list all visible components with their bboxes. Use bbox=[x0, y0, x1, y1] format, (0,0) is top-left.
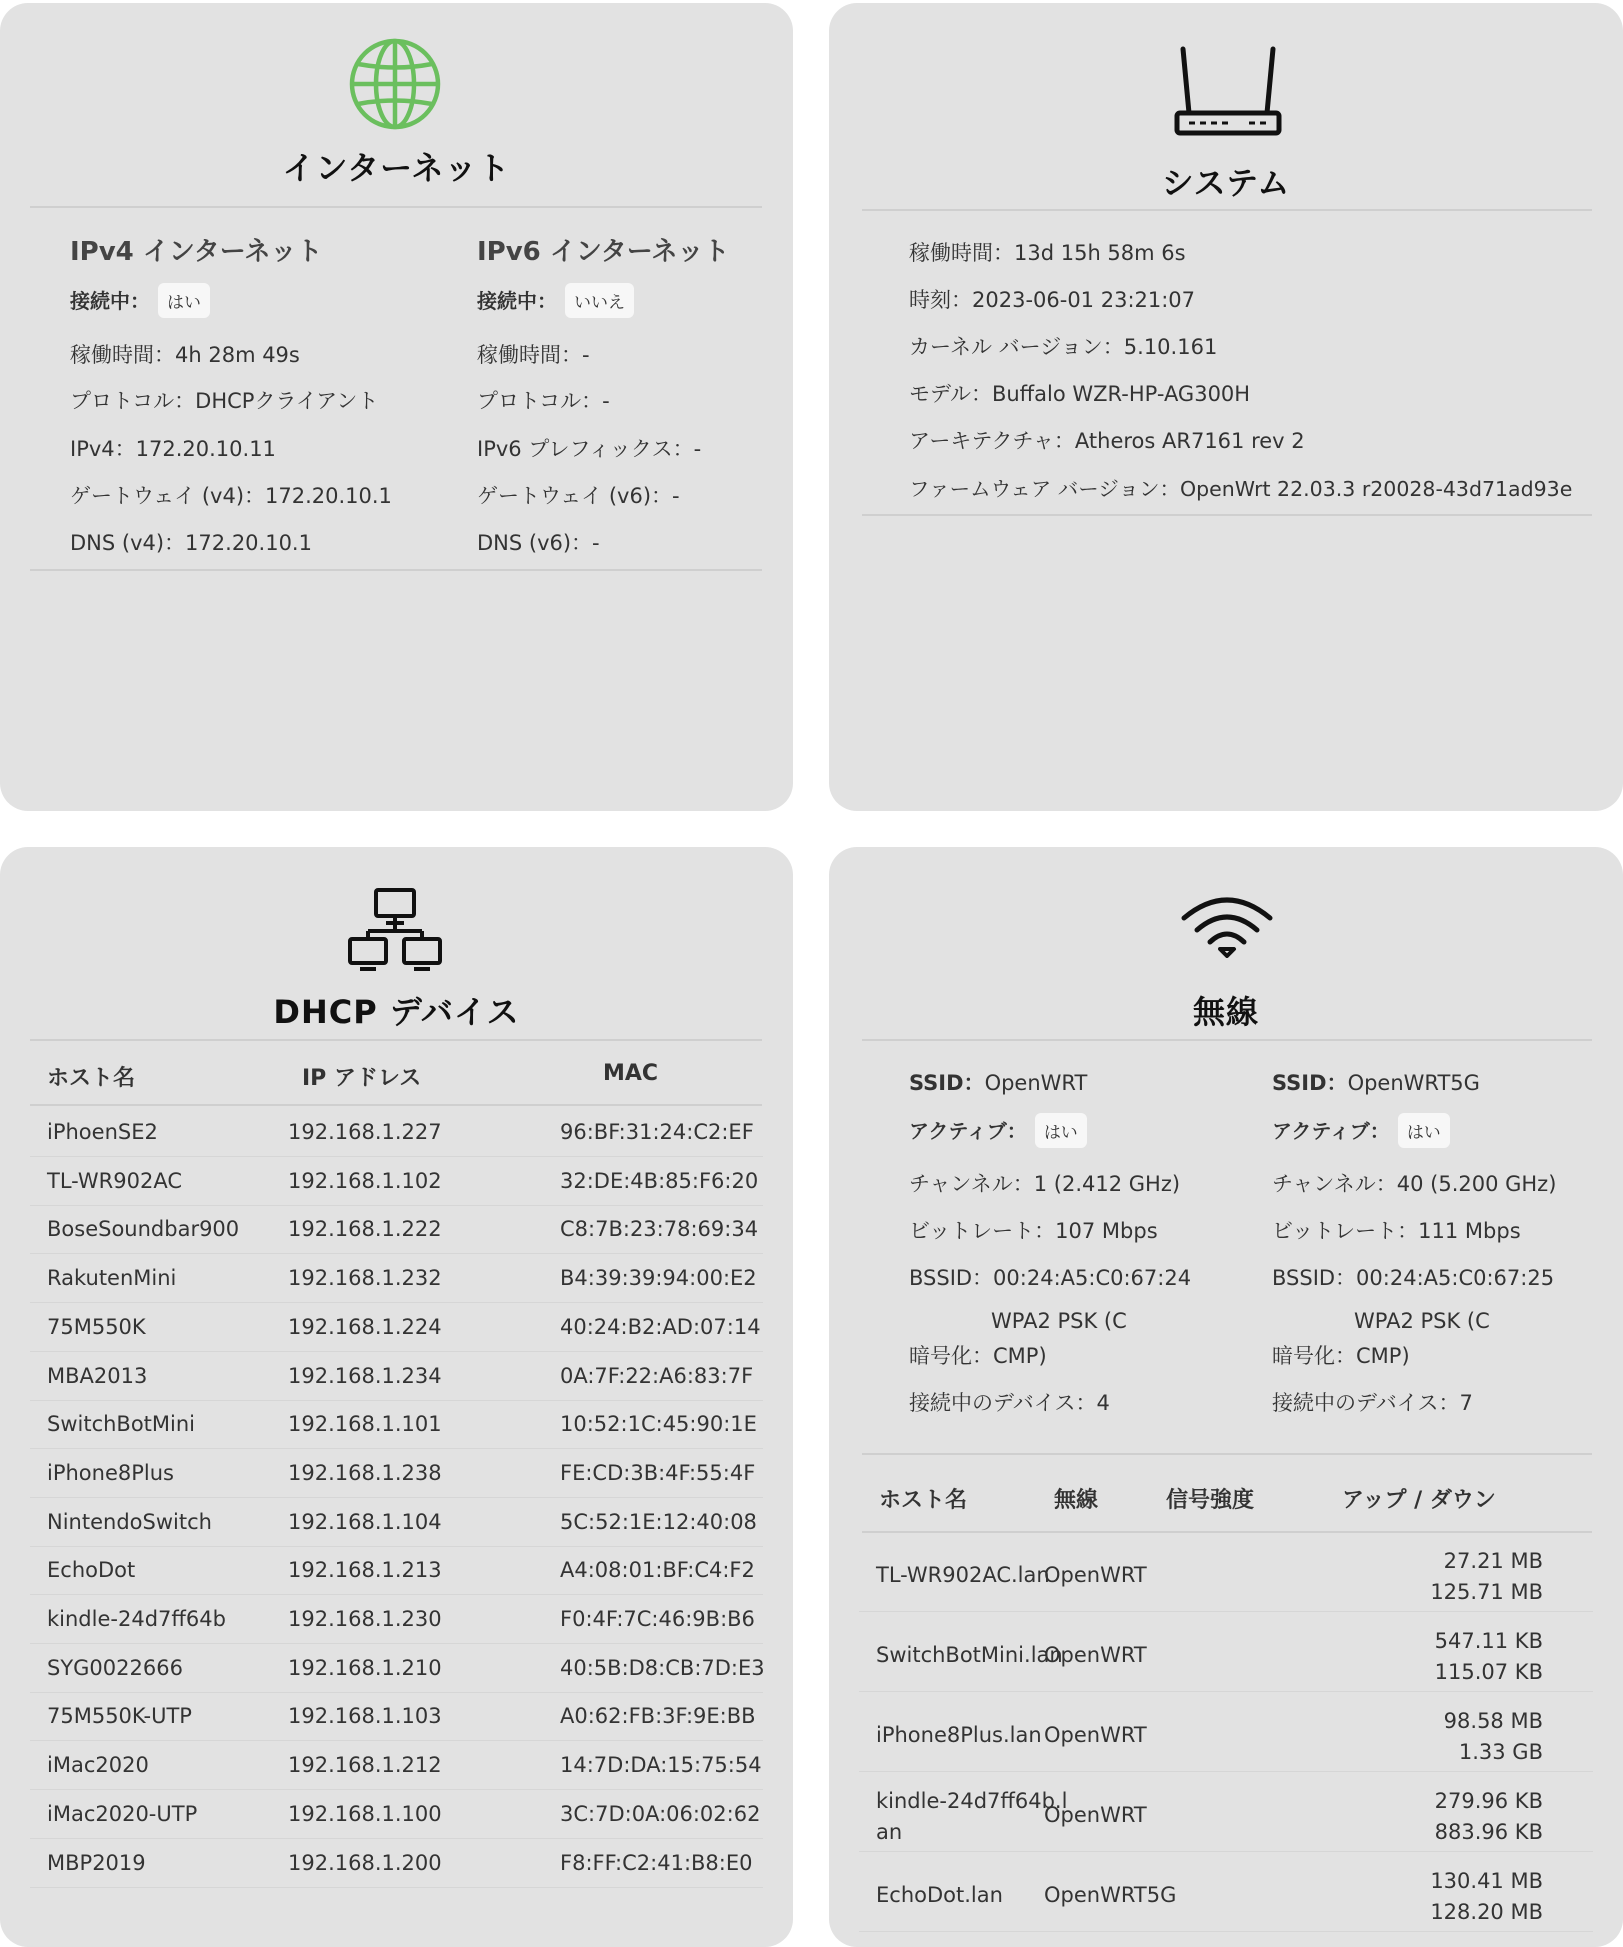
hostname-cell: kindle-24d7ff64b bbox=[47, 1607, 226, 1631]
table-row bbox=[859, 1533, 1593, 1612]
table-row bbox=[30, 1839, 763, 1888]
hostname-cell: iPhoenSE2 bbox=[47, 1120, 158, 1144]
divider bbox=[862, 1453, 1592, 1455]
internet-card bbox=[0, 3, 793, 811]
ip-cell: 192.168.1.238 bbox=[288, 1460, 442, 1485]
hostname-cell: MBP2019 bbox=[47, 1850, 146, 1875]
hostname-cell: SYG0022666 bbox=[47, 1655, 183, 1680]
system-kernel: カーネル バージョン：5.10.161 bbox=[909, 335, 1218, 359]
table-row bbox=[30, 1595, 763, 1644]
divider bbox=[862, 1039, 1592, 1041]
ip-cell: 192.168.1.100 bbox=[288, 1801, 442, 1826]
mac-cell: 32:DE:4B:85:F6:20 bbox=[560, 1168, 759, 1193]
ipv6-prefix: IPv6 プレフィックス：- bbox=[477, 437, 702, 461]
radio-cell: OpenWRT bbox=[1044, 1723, 1147, 1747]
mac-cell: FE:CD:3B:4F:55:4F bbox=[560, 1460, 756, 1485]
table-row bbox=[30, 1108, 763, 1157]
network-1-enc-line2 bbox=[909, 1340, 1047, 1370]
network-1-bitrate: ビットレート：107 Mbps bbox=[909, 1219, 1158, 1243]
ssid-value: OpenWRT5G bbox=[1347, 1071, 1480, 1095]
table-row bbox=[30, 1157, 763, 1206]
upload-cell: 547.11 KB bbox=[1434, 1629, 1543, 1653]
status-badge: はい bbox=[1035, 1113, 1087, 1148]
ssid-label: SSID： bbox=[1272, 1071, 1348, 1095]
column-mac[interactable]: MAC bbox=[603, 1061, 659, 1086]
divider bbox=[30, 569, 762, 571]
host-cell-line1: SwitchBotMini.lan bbox=[876, 1643, 1063, 1667]
divider bbox=[30, 1104, 762, 1106]
hostname-cell: BoseSoundbar900 bbox=[47, 1217, 240, 1242]
ip-cell: 192.168.1.101 bbox=[288, 1412, 442, 1437]
ssid-label: SSID： bbox=[909, 1071, 985, 1095]
status-badge: いいえ bbox=[565, 283, 634, 318]
ip-cell: 192.168.1.222 bbox=[288, 1217, 442, 1242]
internet-title: インターネット bbox=[282, 149, 511, 187]
ipv6-heading: IPv6 インターネット bbox=[477, 237, 730, 267]
dhcp-card bbox=[0, 847, 793, 1947]
table-row bbox=[30, 1449, 763, 1498]
enc-value: CMP) bbox=[993, 1344, 1047, 1368]
table-row bbox=[30, 1741, 763, 1790]
mac-cell: 0A:7F:22:A6:83:7F bbox=[560, 1363, 754, 1388]
ipv4-uptime: 稼働時間：4h 28m 49s bbox=[70, 343, 300, 367]
ip-cell: 192.168.1.230 bbox=[288, 1607, 442, 1631]
mac-cell: A4:08:01:BF:C4:F2 bbox=[560, 1558, 755, 1583]
ip-cell: 192.168.1.210 bbox=[288, 1655, 442, 1680]
ipv4-address: IPv4：172.20.10.11 bbox=[70, 437, 276, 461]
network-1-devices: 接続中のデバイス：4 bbox=[909, 1391, 1110, 1415]
table-row bbox=[30, 1644, 763, 1693]
download-cell: 1.33 GB bbox=[1458, 1740, 1543, 1764]
table-row bbox=[859, 1853, 1593, 1932]
ip-cell: 192.168.1.212 bbox=[288, 1753, 442, 1778]
hostname-cell: iPhone8Plus bbox=[47, 1460, 174, 1485]
ssid-value: OpenWRT bbox=[984, 1071, 1088, 1095]
wifi-icon bbox=[1180, 892, 1274, 958]
network-2-enc-line2 bbox=[1272, 1340, 1410, 1370]
enc-label: 暗号化： bbox=[909, 1344, 993, 1368]
table-row bbox=[30, 1400, 763, 1449]
table-row bbox=[30, 1254, 763, 1303]
table-row bbox=[30, 1352, 763, 1401]
enc-label: 暗号化： bbox=[1272, 1344, 1356, 1368]
download-cell: 115.07 KB bbox=[1434, 1660, 1543, 1684]
ipv4-connected-label: 接続中： bbox=[70, 289, 150, 313]
ip-cell: 192.168.1.104 bbox=[288, 1509, 442, 1534]
ipv4-gateway: ゲートウェイ (v4)：172.20.10.1 bbox=[70, 484, 392, 508]
column-ip-address[interactable]: IP アドレス bbox=[302, 1066, 422, 1091]
radio-cell: OpenWRT5G bbox=[1044, 1883, 1177, 1907]
ipv6-connected bbox=[477, 283, 634, 318]
hostname-cell: RakutenMini bbox=[47, 1266, 177, 1291]
table-row bbox=[30, 1303, 763, 1352]
ip-cell: 192.168.1.234 bbox=[288, 1363, 442, 1388]
system-arch: アーキテクチャ：Atheros AR7161 rev 2 bbox=[909, 429, 1305, 453]
host-cell-line1: iPhone8Plus.lan bbox=[876, 1723, 1042, 1747]
ip-cell: 192.168.1.102 bbox=[288, 1168, 442, 1193]
enc-value: CMP) bbox=[1356, 1344, 1410, 1368]
column-up-down[interactable]: アップ / ダウン bbox=[1342, 1488, 1496, 1513]
divider bbox=[862, 209, 1592, 211]
active-label: アクティブ： bbox=[909, 1119, 1027, 1143]
table-row bbox=[859, 1613, 1593, 1692]
table-row bbox=[859, 1773, 1593, 1852]
ipv6-protocol: プロトコル：- bbox=[477, 389, 610, 413]
network-2-enc-line1: WPA2 PSK (C bbox=[1354, 1309, 1490, 1333]
download-cell: 125.71 MB bbox=[1430, 1580, 1543, 1604]
mac-cell: 5C:52:1E:12:40:08 bbox=[560, 1509, 757, 1534]
ipv4-connected bbox=[70, 283, 210, 318]
system-time: 時刻：2023-06-01 23:21:07 bbox=[909, 288, 1196, 312]
mac-cell: 96:BF:31:24:C2:EF bbox=[560, 1120, 754, 1144]
globe-icon bbox=[348, 37, 442, 131]
hostname-cell: iMac2020 bbox=[47, 1753, 149, 1778]
system-title: システム bbox=[1161, 164, 1291, 202]
ipv4-heading: IPv4 インターネット bbox=[70, 237, 323, 267]
mac-cell: 10:52:1C:45:90:1E bbox=[560, 1412, 757, 1437]
host-cell-line1: kindle-24d7ff64b.l bbox=[876, 1789, 1068, 1813]
wireless-card bbox=[829, 847, 1623, 1947]
ip-cell: 192.168.1.227 bbox=[288, 1120, 442, 1144]
ipv6-connected-label: 接続中： bbox=[477, 289, 557, 313]
network-1-active bbox=[909, 1113, 1087, 1148]
divider bbox=[30, 206, 762, 208]
table-row bbox=[30, 1205, 763, 1254]
network-2-devices: 接続中のデバイス：7 bbox=[1272, 1391, 1473, 1415]
hostname-cell: NintendoSwitch bbox=[47, 1509, 212, 1534]
network-1-channel: チャンネル：1 (2.412 GHz) bbox=[909, 1172, 1181, 1196]
ipv6-gateway: ゲートウェイ (v6)：- bbox=[477, 484, 680, 508]
column-hostname[interactable]: ホスト名 bbox=[879, 1488, 968, 1513]
hostname-cell: 75M550K-UTP bbox=[47, 1704, 192, 1729]
divider bbox=[862, 514, 1592, 516]
upload-cell: 130.41 MB bbox=[1430, 1869, 1543, 1893]
radio-cell: OpenWRT bbox=[1044, 1563, 1147, 1587]
host-cell-line1: EchoDot.lan bbox=[876, 1883, 1003, 1907]
radio-cell: OpenWRT bbox=[1044, 1803, 1147, 1827]
network-devices-icon bbox=[346, 887, 446, 973]
mac-cell: C8:7B:23:78:69:34 bbox=[560, 1217, 759, 1242]
mac-cell: A0:62:FB:3F:9E:BB bbox=[560, 1704, 756, 1729]
table-row bbox=[859, 1693, 1593, 1772]
network-2-active bbox=[1272, 1113, 1450, 1148]
ip-cell: 192.168.1.224 bbox=[288, 1314, 442, 1339]
mac-cell: 40:24:B2:AD:07:14 bbox=[560, 1314, 761, 1339]
status-badge: はい bbox=[158, 283, 210, 318]
mac-cell: F8:FF:C2:41:B8:E0 bbox=[560, 1850, 753, 1875]
hostname-cell: TL-WR902AC bbox=[47, 1168, 182, 1193]
active-label: アクティブ： bbox=[1272, 1119, 1390, 1143]
hostname-cell: 75M550K bbox=[47, 1314, 146, 1339]
mac-cell: B4:39:39:94:00:E2 bbox=[560, 1266, 757, 1291]
network-2-channel: チャンネル：40 (5.200 GHz) bbox=[1272, 1172, 1557, 1196]
host-cell-line2: an bbox=[876, 1820, 903, 1844]
ssid-openwrt5g bbox=[1272, 1067, 1480, 1097]
radio-cell: OpenWRT bbox=[1044, 1643, 1147, 1667]
mac-cell: F0:4F:7C:46:9B:B6 bbox=[560, 1607, 755, 1631]
upload-cell: 98.58 MB bbox=[1443, 1709, 1543, 1733]
mac-cell: 3C:7D:0A:06:02:62 bbox=[560, 1801, 761, 1826]
hostname-cell: EchoDot bbox=[47, 1558, 136, 1583]
hostname-cell: MBA2013 bbox=[47, 1363, 148, 1388]
system-uptime: 稼働時間：13d 15h 58m 6s bbox=[909, 241, 1186, 265]
network-2-bssid: BSSID：00:24:A5:C0:67:25 bbox=[1272, 1266, 1555, 1290]
table-row bbox=[30, 1498, 763, 1547]
hostname-cell: iMac2020-UTP bbox=[47, 1801, 198, 1826]
divider bbox=[30, 1039, 762, 1041]
mac-cell: 14:7D:DA:15:75:54 bbox=[560, 1753, 762, 1778]
ip-cell: 192.168.1.213 bbox=[288, 1558, 442, 1583]
ipv6-uptime: 稼働時間：- bbox=[477, 343, 590, 367]
ipv4-protocol: プロトコル：DHCPクライアント bbox=[70, 389, 379, 413]
system-card bbox=[829, 3, 1623, 811]
network-1-bssid: BSSID：00:24:A5:C0:67:24 bbox=[909, 1266, 1192, 1290]
ipv4-dns: DNS (v4)：172.20.10.1 bbox=[70, 531, 312, 555]
ip-cell: 192.168.1.200 bbox=[288, 1850, 442, 1875]
wireless-title: 無線 bbox=[1192, 993, 1259, 1031]
mac-cell: 40:5B:D8:CB:7D:E3 bbox=[560, 1655, 765, 1680]
ipv6-dns: DNS (v6)：- bbox=[477, 531, 600, 555]
column-radio[interactable]: 無線 bbox=[1054, 1488, 1099, 1513]
hostname-cell: SwitchBotMini bbox=[47, 1412, 196, 1437]
column-hostname[interactable]: ホスト名 bbox=[47, 1066, 136, 1091]
table-row bbox=[30, 1790, 763, 1839]
column-signal[interactable]: 信号強度 bbox=[1166, 1488, 1255, 1513]
upload-cell: 279.96 KB bbox=[1434, 1789, 1543, 1813]
table-row bbox=[30, 1546, 763, 1595]
host-cell-line1: TL-WR902AC.lan bbox=[876, 1563, 1050, 1587]
table-row bbox=[30, 1692, 763, 1741]
network-2-bitrate: ビットレート：111 Mbps bbox=[1272, 1219, 1521, 1243]
ip-cell: 192.168.1.232 bbox=[288, 1266, 442, 1291]
upload-cell: 27.21 MB bbox=[1443, 1549, 1543, 1573]
download-cell: 883.96 KB bbox=[1434, 1820, 1543, 1844]
download-cell: 128.20 MB bbox=[1430, 1900, 1543, 1924]
ssid-openwrt bbox=[909, 1067, 1087, 1097]
ip-cell: 192.168.1.103 bbox=[288, 1704, 442, 1729]
network-1-enc-line1: WPA2 PSK (C bbox=[991, 1309, 1127, 1333]
system-firmware: ファームウェア バージョン：OpenWrt 22.03.3 r20028-43d71ad93e bbox=[909, 477, 1573, 501]
router-icon bbox=[1173, 43, 1283, 139]
status-badge: はい bbox=[1398, 1113, 1450, 1148]
dhcp-title: DHCP デバイス bbox=[273, 993, 520, 1031]
system-model: モデル：Buffalo WZR-HP-AG300H bbox=[909, 382, 1251, 406]
